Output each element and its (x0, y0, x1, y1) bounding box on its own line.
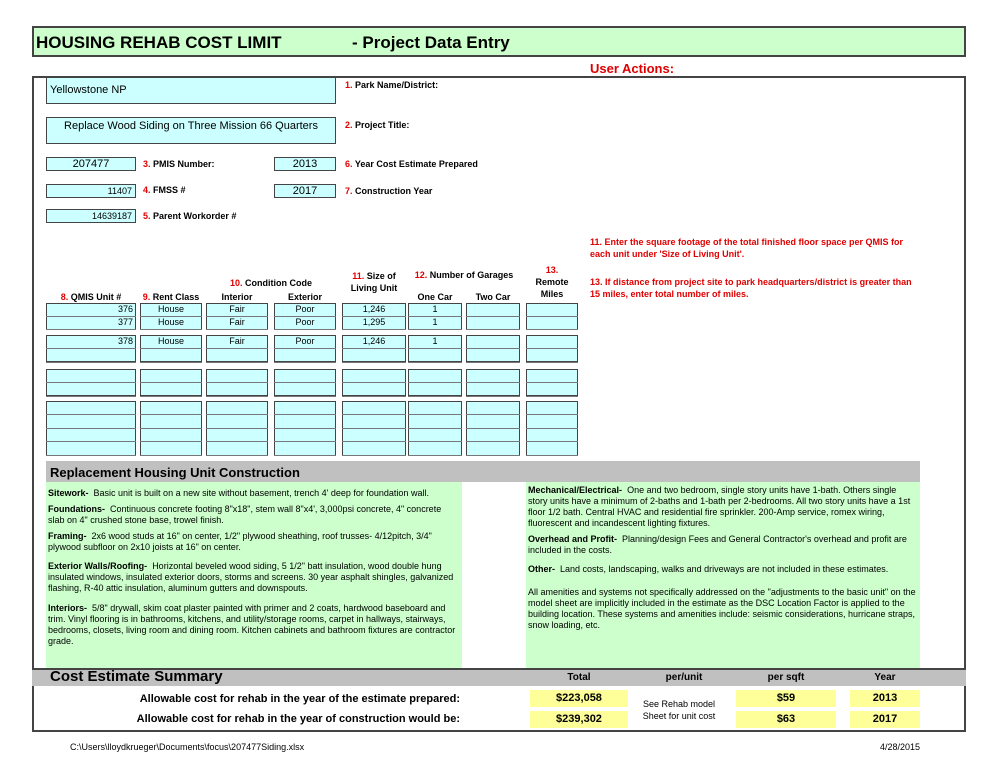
summary-col-per-sqft: per sqft (767, 672, 805, 683)
overhead-text: Overhead and Profit- Planning/design Fees and General Contractor's overhead and profit are included in the costs. (528, 534, 907, 555)
header-one-car: One Car (417, 292, 453, 302)
unit-miles-cell[interactable] (526, 369, 578, 383)
unit-rent-cell[interactable] (140, 369, 202, 383)
construction-gap (462, 482, 526, 668)
page-title: HOUSING REHAB COST LIMIT (36, 33, 282, 52)
amenities-text: All amenities and systems not specifically addressed on the "adjustments to the basic unit" on the model sheet are implicitly included in the estimate as the DSC Location Factor is applied to the building location. These systems and amenities include: seismic considerations, hurricane straps, snow loading, etc. (528, 587, 916, 630)
unit-exterior-cell[interactable] (274, 401, 336, 415)
unit-one-car-cell[interactable] (408, 442, 462, 456)
unit-miles-cell[interactable] (526, 316, 578, 330)
park-name-input[interactable]: Yellowstone NP (46, 77, 336, 104)
unit-size-cell[interactable]: 1,295 (342, 316, 406, 330)
unit-qmis-cell[interactable]: 377 (46, 316, 136, 330)
unit-one-car-cell[interactable]: 1 (408, 316, 462, 330)
year-estimate-input[interactable]: 2013 (274, 157, 336, 171)
project-title-label: 2. Project Title: (345, 120, 410, 130)
unit-size-cell[interactable]: 1,246 (342, 335, 406, 349)
unit-size-cell[interactable] (342, 383, 406, 397)
unit-exterior-cell[interactable]: Poor (274, 335, 336, 349)
construction-year-label: 7. Construction Year (345, 186, 433, 196)
pmis-input[interactable]: 207477 (46, 157, 136, 171)
unit-rent-cell[interactable] (140, 383, 202, 397)
year-estimate-label: 6. Year Cost Estimate Prepared (345, 159, 478, 169)
unit-rent-cell[interactable] (140, 401, 202, 415)
unit-size-cell[interactable] (342, 428, 406, 442)
unit-exterior-cell[interactable]: Poor (274, 316, 336, 330)
unit-qmis-cell[interactable] (46, 401, 136, 415)
unit-qmis-cell[interactable] (46, 369, 136, 383)
unit-qmis-cell[interactable]: 376 (46, 303, 136, 317)
unit-two-car-cell[interactable] (466, 349, 520, 363)
park-name-label: 1. Park Name/District: (345, 80, 439, 90)
header-rent: 9. Rent Class (142, 292, 200, 302)
unit-qmis-cell[interactable] (46, 383, 136, 397)
foundations-text: Foundations- Continuous concrete footing 8"x18", stem wall 8"x4', 3,000psi concrete, 4" concrete slab on 4" crushed stone base, trowel finish. (48, 504, 442, 525)
construction-left-column (48, 488, 458, 652)
unit-two-car-cell[interactable] (466, 401, 520, 415)
unit-exterior-cell[interactable] (274, 428, 336, 442)
unit-interior-cell[interactable] (206, 349, 268, 363)
instruction-11: 11. Enter the square footage of the total finished floor space per QMIS for each unit under 'Size of Living Unit'. (590, 237, 904, 259)
unit-one-car-cell[interactable] (408, 401, 462, 415)
unit-interior-cell[interactable] (206, 442, 268, 456)
file-path: C:\Users\lloydkrueger\Documents\focus\207477Siding.xlsx (70, 742, 305, 752)
header-condition: 10. Condition Code (229, 278, 313, 288)
header-remote: 13. Remote Miles (535, 265, 569, 299)
unit-size-cell[interactable] (342, 369, 406, 383)
row1-total: $223,058 (530, 690, 628, 707)
unit-one-car-cell[interactable] (408, 428, 462, 442)
unit-rent-cell[interactable]: House (140, 316, 202, 330)
unit-interior-cell[interactable] (206, 401, 268, 415)
unit-exterior-cell[interactable] (274, 383, 336, 397)
unit-interior-cell[interactable] (206, 415, 268, 429)
unit-rent-cell[interactable]: House (140, 335, 202, 349)
unit-qmis-cell[interactable] (46, 442, 136, 456)
interiors-text: Interiors- 5/8" drywall, skim coat plaster painted with primer and 2 coats, hardwood baseboard and trim. Vinyl flooring is in bathrooms, kitchens, and utility/storage rooms, carpet in hallways, stairways, bedrooms, closets, living room and dining room. Kitchen cabinets and bathroom fixtures are contractor grade. (48, 603, 456, 646)
page-subtitle: - Project Data Entry (352, 33, 510, 52)
unit-one-car-cell[interactable] (408, 369, 462, 383)
unit-size-cell[interactable] (342, 401, 406, 415)
user-actions-label: User Actions: (590, 61, 675, 76)
row2-total: $239,302 (530, 711, 628, 728)
unit-exterior-cell[interactable]: Poor (274, 303, 336, 317)
unit-two-car-cell[interactable] (466, 428, 520, 442)
unit-miles-cell[interactable] (526, 428, 578, 442)
unit-rent-cell[interactable] (140, 415, 202, 429)
construction-right-column (528, 485, 918, 636)
unit-two-car-cell[interactable] (466, 335, 520, 349)
unit-miles-cell[interactable] (526, 303, 578, 317)
summary-row2-label: Allowable cost for rehab in the year of construction would be: (136, 713, 460, 725)
pmis-label: 3. PMIS Number: (143, 159, 215, 169)
exterior-text: Exterior Walls/Roofing- Horizontal beveled wood siding, 5 1/2" batt insulation, wood double hung insulated windows, insulated exterior doors, storms and screens. 30 year asphalt shingles, galvanized flashing, R-40 attic insulation, aluminum gutters and downspouts. (48, 561, 454, 593)
header-interior: Interior (221, 292, 253, 302)
unit-interior-cell[interactable]: Fair (206, 303, 268, 317)
unit-two-car-cell[interactable] (466, 415, 520, 429)
project-title-input[interactable]: Replace Wood Siding on Three Mission 66 Quarters (46, 117, 336, 144)
unit-rent-cell[interactable] (140, 442, 202, 456)
unit-exterior-cell[interactable] (274, 442, 336, 456)
unit-two-car-cell[interactable] (466, 442, 520, 456)
unit-miles-cell[interactable] (526, 349, 578, 363)
unit-qmis-cell[interactable]: 378 (46, 335, 136, 349)
unit-qmis-cell[interactable] (46, 428, 136, 442)
construction-heading: Replacement Housing Unit Construction (50, 465, 300, 480)
unit-size-cell[interactable] (342, 442, 406, 456)
unit-exterior-cell[interactable] (274, 369, 336, 383)
row1-per-sqft: $59 (736, 690, 836, 707)
row2-per-sqft: $63 (736, 711, 836, 728)
unit-interior-cell[interactable]: Fair (206, 335, 268, 349)
header-garages: 12. Number of Garages (414, 270, 514, 280)
unit-interior-cell[interactable] (206, 383, 268, 397)
unit-qmis-cell[interactable] (46, 415, 136, 429)
header-size: 11. Size of Living Unit (350, 271, 398, 293)
print-date: 4/28/2015 (880, 742, 921, 752)
unit-interior-cell[interactable] (206, 369, 268, 383)
parent-workorder-input[interactable]: 14639187 (46, 209, 136, 223)
summary-row1-label: Allowable cost for rehab in the year of the estimate prepared: (139, 693, 460, 705)
unit-exterior-cell[interactable] (274, 415, 336, 429)
mechanical-text: Mechanical/Electrical- One and two bedroom, single story units have 1-bath. Others single story units have a minimum of 2-baths and 1-bath per 2-bedrooms. All two story units have a 1st floor 1/2 bath. Central HVAC and residential fire sprinkler. 200-Amp service, romex wiring, fluorescent and incandescent lighting fixtures. (528, 485, 911, 528)
construction-year-input[interactable]: 2017 (274, 184, 336, 198)
unit-rent-cell[interactable] (140, 349, 202, 363)
unit-miles-cell[interactable] (526, 442, 578, 456)
instruction-13: 13. If distance from project site to park headquarters/district is greater than 15 miles, enter total number of miles. (590, 277, 912, 299)
unit-rent-cell[interactable] (140, 428, 202, 442)
unit-two-car-cell[interactable] (466, 369, 520, 383)
unit-one-car-cell[interactable] (408, 415, 462, 429)
unit-size-cell[interactable]: 1,246 (342, 303, 406, 317)
other-text: Other- Land costs, landscaping, walks and driveways are not included in these estimates. (528, 564, 889, 574)
per-unit-note: See Rehab model Sheet for unit cost (642, 699, 716, 721)
unit-size-cell[interactable] (342, 415, 406, 429)
unit-miles-cell[interactable] (526, 383, 578, 397)
unit-miles-cell[interactable] (526, 401, 578, 415)
unit-one-car-cell[interactable]: 1 (408, 303, 462, 317)
header-exterior: Exterior (287, 292, 322, 302)
unit-two-car-cell[interactable] (466, 383, 520, 397)
fmss-input[interactable]: 11407 (46, 184, 136, 198)
unit-one-car-cell[interactable]: 1 (408, 335, 462, 349)
unit-miles-cell[interactable] (526, 415, 578, 429)
unit-interior-cell[interactable] (206, 428, 268, 442)
sitework-text: Sitework- Basic unit is built on a new site without basement, trench 4' deep for foundation wall. (48, 488, 429, 498)
unit-rent-cell[interactable]: House (140, 303, 202, 317)
unit-interior-cell[interactable]: Fair (206, 316, 268, 330)
summary-title: Cost Estimate Summary (50, 668, 223, 685)
unit-size-cell[interactable] (342, 349, 406, 363)
header-qmis: 8. QMIS Unit # (60, 292, 122, 302)
parent-workorder-label: 5. Parent Workorder # (143, 211, 237, 221)
unit-two-car-cell[interactable] (466, 303, 520, 317)
summary-col-per-unit: per/unit (665, 672, 703, 683)
title-bar (32, 26, 966, 57)
unit-one-car-cell[interactable] (408, 383, 462, 397)
unit-miles-cell[interactable] (526, 335, 578, 349)
framing-text: Framing- 2x6 wood studs at 16" on center, 1/2" plywood sheathing, roof trusses- 4/12pitch, 3/4" plywood subfloor on 2x10 joists at 16" on center. (48, 531, 432, 552)
unit-exterior-cell[interactable] (274, 349, 336, 363)
row1-year: 2013 (850, 690, 920, 707)
fmss-label: 4. FMSS # (143, 185, 186, 195)
summary-col-total: Total (567, 672, 591, 683)
unit-one-car-cell[interactable] (408, 349, 462, 363)
unit-two-car-cell[interactable] (466, 316, 520, 330)
row2-year: 2017 (850, 711, 920, 728)
header-two-car: Two Car (475, 292, 511, 302)
unit-qmis-cell[interactable] (46, 349, 136, 363)
summary-col-year: Year (874, 672, 896, 683)
